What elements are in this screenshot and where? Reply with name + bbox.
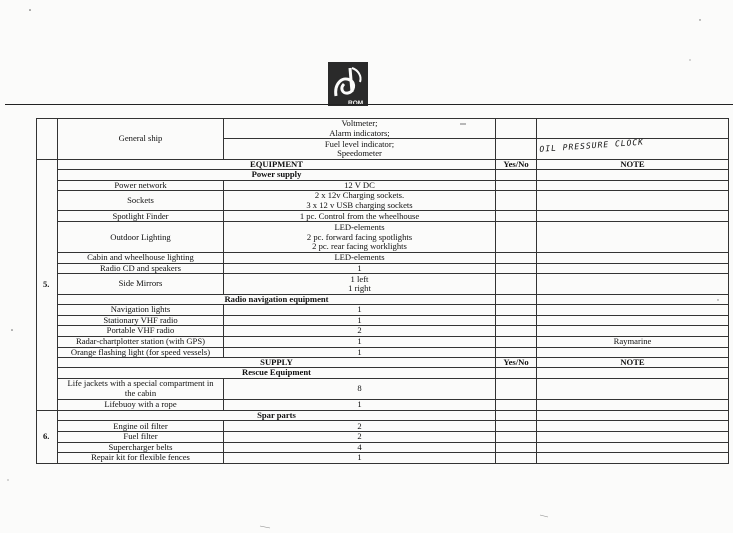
- item-cell: Stationary VHF radio: [58, 315, 224, 325]
- yesno-header: Yes/No: [496, 160, 537, 170]
- subsection-title: Rescue Equipment: [58, 368, 496, 378]
- logo-text: ROM: [348, 100, 364, 106]
- subheader-row: [37, 295, 729, 305]
- item-cell: Radar-chartplotter station (with GPS): [58, 336, 224, 347]
- table-row: [37, 347, 729, 357]
- spec-cell: 1: [224, 453, 496, 463]
- table-row: [37, 315, 729, 325]
- section-number: 5.: [37, 160, 58, 411]
- spec-cell: 1: [224, 263, 496, 273]
- item-cell: Side Mirrors: [58, 274, 224, 295]
- table-row: [37, 222, 729, 253]
- item-cell: Radio CD and speakers: [58, 263, 224, 273]
- spec-cell: 1: [224, 347, 496, 357]
- table-row: [37, 191, 729, 211]
- note-header: NOTE: [537, 358, 729, 368]
- item-cell: Navigation lights: [58, 305, 224, 315]
- table-row: [37, 211, 729, 222]
- table-row: [37, 453, 729, 463]
- item-cell: Outdoor Lighting: [58, 222, 224, 253]
- item-cell: Repair kit for flexible fences: [58, 453, 224, 463]
- spec-cell: 1 left 1 right: [224, 274, 496, 295]
- section-number-cell: [37, 119, 58, 160]
- spec-cell: Fuel level indicator; Speedometer: [224, 139, 496, 160]
- item-cell: Portable VHF radio: [58, 326, 224, 336]
- section-number: 6.: [37, 410, 58, 463]
- table-row: [37, 432, 729, 442]
- yesno-cell: [496, 119, 537, 139]
- spec-cell: 4: [224, 442, 496, 452]
- section-title: EQUIPMENT: [58, 160, 496, 170]
- note-cell: Raymarine: [537, 336, 729, 347]
- section-header-row: [37, 358, 729, 368]
- item-cell: Life jackets with a special compartment in the cabin: [58, 378, 224, 399]
- item-cell: Spotlight Finder: [58, 211, 224, 222]
- spec-cell: 2: [224, 326, 496, 336]
- spec-cell: 8: [224, 378, 496, 399]
- yesno-cell: [496, 139, 537, 160]
- item-cell: Lifebuoy with a rope: [58, 399, 224, 410]
- table-row: [37, 274, 729, 295]
- item-cell: Sockets: [58, 191, 224, 211]
- subsection-title: Radio navigation equipment: [58, 295, 496, 305]
- spec-cell: 2 x 12v Charging sockets. 3 x 12 v USB charging sockets: [224, 191, 496, 211]
- table-row: [37, 263, 729, 273]
- section-title: SUPPLY: [58, 358, 496, 368]
- spec-cell: 1: [224, 336, 496, 347]
- table-row: [37, 336, 729, 347]
- company-logo: [328, 62, 368, 106]
- item-cell: General ship: [58, 119, 224, 160]
- table-row: [37, 326, 729, 336]
- spec-cell: 1 pc. Control from the wheelhouse: [224, 211, 496, 222]
- subsection-title: Spar parts: [58, 410, 496, 420]
- item-cell: Fuel filter: [58, 432, 224, 442]
- spec-cell: LED-elements: [224, 253, 496, 263]
- table-row: [37, 180, 729, 190]
- header-rule: [5, 104, 733, 105]
- table-row: [37, 305, 729, 315]
- spec-cell: 1: [224, 315, 496, 325]
- item-cell: Engine oil filter: [58, 421, 224, 432]
- subheader-row: [37, 410, 729, 420]
- yesno-header: Yes/No: [496, 358, 537, 368]
- spec-cell: 1: [224, 305, 496, 315]
- item-cell: Supercharger belts: [58, 442, 224, 452]
- equipment-table: [36, 118, 729, 464]
- item-cell: Orange flashing light (for speed vessels): [58, 347, 224, 357]
- spec-cell: Voltmeter; Alarm indicators;: [224, 119, 496, 139]
- item-cell: Power network: [58, 180, 224, 190]
- table-row: [37, 399, 729, 410]
- table-row: [37, 442, 729, 452]
- table-row: [37, 378, 729, 399]
- table-row: [37, 253, 729, 263]
- handwritten-note: OIL PRESSURE CLOCK: [536, 125, 729, 159]
- table-row: [37, 421, 729, 432]
- subsection-title: Power supply: [58, 170, 496, 180]
- item-cell: Cabin and wheelhouse lighting: [58, 253, 224, 263]
- spec-cell: LED-elements 2 pc. forward facing spotlights 2 pc. rear facing worklights: [224, 222, 496, 253]
- section-header-row: [37, 160, 729, 170]
- spec-cell: 12 V DC: [224, 180, 496, 190]
- spec-cell: 2: [224, 421, 496, 432]
- spec-cell: 2: [224, 432, 496, 442]
- spec-cell: 1: [224, 399, 496, 410]
- note-header: NOTE: [537, 160, 729, 170]
- subheader-row: [37, 170, 729, 180]
- subheader-row: [37, 368, 729, 378]
